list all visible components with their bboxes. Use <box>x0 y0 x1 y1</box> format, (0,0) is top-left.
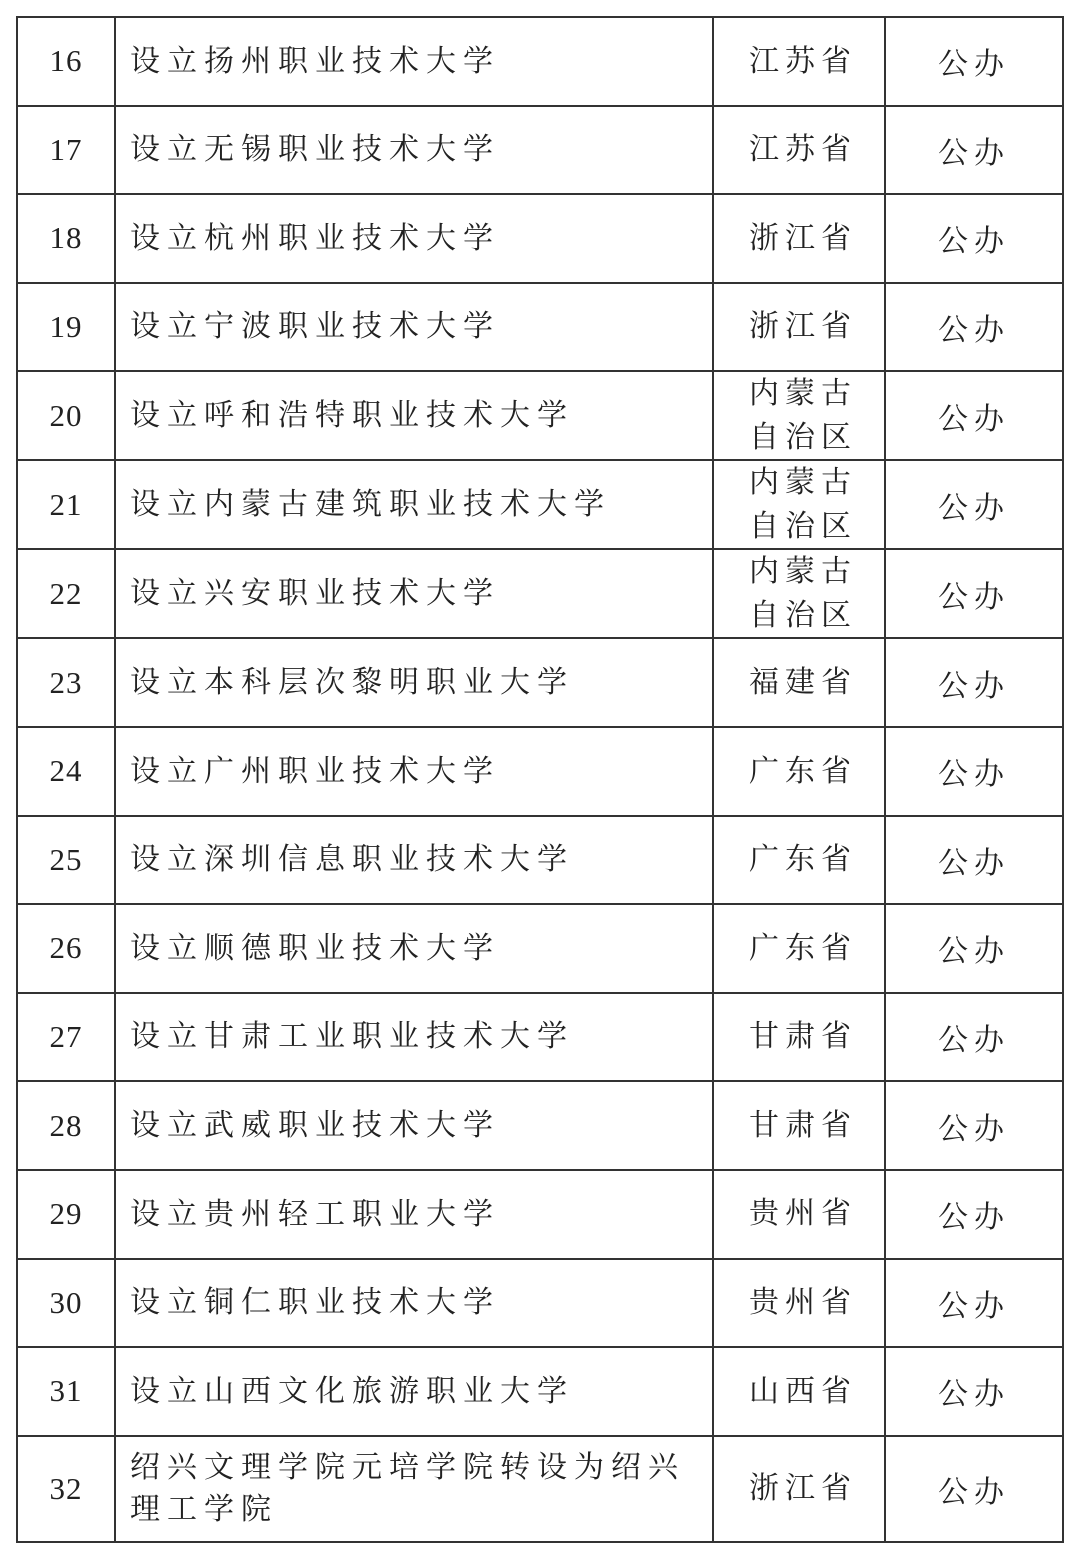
institution-name-cell: 设立宁波职业技术大学 <box>115 283 713 372</box>
row-number-cell: 23 <box>17 638 115 727</box>
row-number-cell: 25 <box>17 816 115 905</box>
row-number-cell: 30 <box>17 1259 115 1348</box>
institution-name-cell: 设立武威职业技术大学 <box>115 1081 713 1170</box>
ownership-type-cell: 公办 <box>885 549 1063 638</box>
table-row <box>17 1347 1063 1436</box>
row-number-cell: 26 <box>17 904 115 993</box>
province-cell: 内蒙古自治区 <box>713 549 885 638</box>
row-number-cell: 20 <box>17 371 115 460</box>
ownership-type-cell: 公办 <box>885 1347 1063 1436</box>
province-cell: 广东省 <box>713 816 885 905</box>
table-row <box>17 371 1063 460</box>
ownership-type-cell: 公办 <box>885 904 1063 993</box>
province-cell: 贵州省 <box>713 1259 885 1348</box>
row-number-cell: 17 <box>17 106 115 195</box>
province-cell: 福建省 <box>713 638 885 727</box>
ownership-type-cell: 公办 <box>885 106 1063 195</box>
table-row <box>17 993 1063 1082</box>
table-row <box>17 816 1063 905</box>
institution-name-cell: 设立兴安职业技术大学 <box>115 549 713 638</box>
ownership-type-cell: 公办 <box>885 816 1063 905</box>
institution-name-cell: 设立呼和浩特职业技术大学 <box>115 371 713 460</box>
province-cell: 广东省 <box>713 904 885 993</box>
ownership-type-cell: 公办 <box>885 1259 1063 1348</box>
institution-name-cell: 设立广州职业技术大学 <box>115 727 713 816</box>
row-number-cell: 16 <box>17 17 115 106</box>
province-cell: 浙江省 <box>713 1436 885 1542</box>
row-number-cell: 24 <box>17 727 115 816</box>
row-number-cell: 32 <box>17 1436 115 1542</box>
province-cell: 山西省 <box>713 1347 885 1436</box>
ownership-type-cell: 公办 <box>885 727 1063 816</box>
table-row <box>17 1436 1063 1542</box>
institution-name-cell: 设立杭州职业技术大学 <box>115 194 713 283</box>
table-row <box>17 638 1063 727</box>
province-cell: 江苏省 <box>713 106 885 195</box>
institution-name-cell: 设立扬州职业技术大学 <box>115 17 713 106</box>
table-row <box>17 1170 1063 1259</box>
table-row <box>17 106 1063 195</box>
ownership-type-cell: 公办 <box>885 460 1063 549</box>
ownership-type-cell: 公办 <box>885 1436 1063 1542</box>
table-row <box>17 283 1063 372</box>
table-row <box>17 904 1063 993</box>
province-cell: 浙江省 <box>713 283 885 372</box>
ownership-type-cell: 公办 <box>885 283 1063 372</box>
institution-name-cell: 设立山西文化旅游职业大学 <box>115 1347 713 1436</box>
province-cell: 甘肃省 <box>713 993 885 1082</box>
row-number-cell: 19 <box>17 283 115 372</box>
institution-name-cell: 设立顺德职业技术大学 <box>115 904 713 993</box>
institution-name-cell: 设立深圳信息职业技术大学 <box>115 816 713 905</box>
province-cell: 甘肃省 <box>713 1081 885 1170</box>
province-cell: 内蒙古自治区 <box>713 371 885 460</box>
row-number-cell: 29 <box>17 1170 115 1259</box>
ownership-type-cell: 公办 <box>885 1170 1063 1259</box>
row-number-cell: 28 <box>17 1081 115 1170</box>
institution-name-cell: 设立铜仁职业技术大学 <box>115 1259 713 1348</box>
row-number-cell: 18 <box>17 194 115 283</box>
table-row <box>17 460 1063 549</box>
institution-name-cell: 设立甘肃工业职业技术大学 <box>115 993 713 1082</box>
province-cell: 贵州省 <box>713 1170 885 1259</box>
province-cell: 广东省 <box>713 727 885 816</box>
ownership-type-cell: 公办 <box>885 194 1063 283</box>
province-cell: 浙江省 <box>713 194 885 283</box>
institution-name-cell: 绍兴文理学院元培学院转设为绍兴理工学院 <box>115 1436 713 1542</box>
ownership-type-cell: 公办 <box>885 17 1063 106</box>
row-number-cell: 31 <box>17 1347 115 1436</box>
row-number-cell: 21 <box>17 460 115 549</box>
institution-name-cell: 设立无锡职业技术大学 <box>115 106 713 195</box>
ownership-type-cell: 公办 <box>885 1081 1063 1170</box>
table-row <box>17 194 1063 283</box>
table-row <box>17 1081 1063 1170</box>
institution-name-cell: 设立贵州轻工职业大学 <box>115 1170 713 1259</box>
institution-table <box>16 16 1064 1543</box>
ownership-type-cell: 公办 <box>885 638 1063 727</box>
table-row <box>17 549 1063 638</box>
row-number-cell: 27 <box>17 993 115 1082</box>
ownership-type-cell: 公办 <box>885 993 1063 1082</box>
table-row <box>17 17 1063 106</box>
table-body <box>17 17 1063 1542</box>
province-cell: 内蒙古自治区 <box>713 460 885 549</box>
province-cell: 江苏省 <box>713 17 885 106</box>
table-row <box>17 727 1063 816</box>
institution-name-cell: 设立内蒙古建筑职业技术大学 <box>115 460 713 549</box>
row-number-cell: 22 <box>17 549 115 638</box>
institution-name-cell: 设立本科层次黎明职业大学 <box>115 638 713 727</box>
ownership-type-cell: 公办 <box>885 371 1063 460</box>
table-row <box>17 1259 1063 1348</box>
